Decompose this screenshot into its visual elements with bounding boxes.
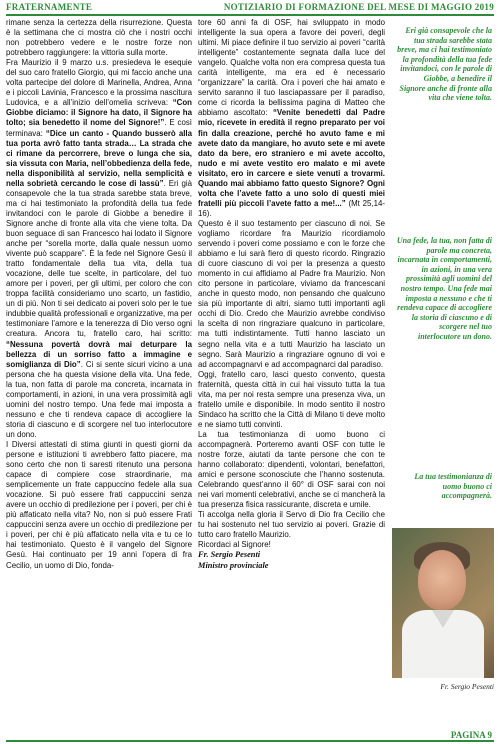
paragraph: Ti accolga nella gloria il Servo di Dio fra Cecilio che tu hai sostenuto nel tuo servizio ai poveri. Grazie di tutto caro fratello Maurizio. xyxy=(198,510,385,540)
quote-bold: “Dice un canto - Quando busserò alla tua porta avrò fatto tanta strada… La strada che ci rimane da percorrere, breve o lunga che sia, sia vissuta con Maria, nell’obbedienza della fede, nella disponibilità al servizio, nella semplicità e nella sobrietà cercando le cose di lassù” xyxy=(6,128,192,188)
signature-role: Ministro provinciale xyxy=(198,560,269,570)
paragraph: Questo è il suo testamento per ciascuno di noi. Se vogliamo ricordare fra Maurizio ricordiamolo servendo i poveri come possiamo e con le forze che abbiamo e lui sarà fiero di questo ricordo. Ringrazio di cuore ciascuno di voi per la presenza a questo momento in cui affidiamo al Padre fra Maurizio. Non cito persone in particolare, viviamo da francescani anche in questo modo, non pensando che qualcuno sia più importante di altri, siamo tutti importanti agli occhi di Dio. Credo che Maurizio avrebbe condiviso la scelta di non ringraziare qualcuno in particolare, ma tutti indistintamente. Tutti hanno lasciato un segno nella vita e a tutti Maurizio ha lasciato un segno. Sarà Maurizio a ringraziare ognuno di voi e ad accompagnarvi e ad accompagnarci dal paradiso. xyxy=(198,218,385,369)
article-column-1 xyxy=(6,18,192,571)
page-number: PAGINA 9 xyxy=(450,730,492,740)
paragraph: La tua testimonianza di uomo buono ci accompagnerà. Porteremo avanti OSF con tutte le nostre forze, aiutati da tante persone che con te hanno collaborato: dipendenti, volontari, benefattori, amici e persone sconosciute che l’hanno sostenuta. Celebrando quest’anno il 60° di OSF sarai con noi nei vari momenti celebrativi, anche se ci mancherà la tua presenza fisica rassicurante, discreta e umile. xyxy=(198,429,385,510)
article-column-2 xyxy=(198,18,385,571)
photo-face xyxy=(418,550,466,610)
quote-bold: “Con Giobbe diciamo: il Signore ha dato, il Signore ha tolto; sia benedetto il nome del Signore!” xyxy=(6,98,192,128)
paragraph: Fra Maurizio il 9 marzo u.s. presiedeva le esequie del suo caro fratello Giorgio, qui mi faccio anche una volta partecipe del dolore di Marinella, Andrea, Anna e i piccoli Lavinia, Francesco e la prossima nascitura Ludovica, e a all’inizio dell’omelia scriveva: “Con Giobbe diciamo: il Signore ha dato, il Signore ha tolto; sia benedetto il nome del Signore!”. E così terminava: “Dice un canto - Quando busserò alla tua porta avrò fatto tanta strada… La strada che ci rimane da percorrere, breve o lunga che sia, sia vissuta con Maria, nell’obbedienza della fede, nella disponibilità al servizio, nella semplicità e nella sobrietà cercando le cose di lassù”. Eri già consapevole che la tua strada sarebbe stata breve, ma ci hai testimoniato la profondità della tua fede invitandoci con le parole di Giobbe a benedire il Signore anche di fronte alla vita che viene tolta. Da buon seguace di san Francesco hai lodato il Signore anche per “sorella morte, dalla quale nessun uomo vivente può scappare”. È la fede nel Signore Gesù il tratto fondamentale della tua vita, della tua vocazione, delle tue scelte, in particolare, del tuo amore per i poveri, per gli ultimi, per coloro che con troppa facilità consideriamo uno scarto, un fastidio, un di più. Non ti sei dedicato ai poveri solo per le tue indubbie qualità professionali e organizzative, ma per testimoniare l’amore e la tenerezza di Dio verso ogni creatura. Ancora tu, fratello caro, hai scritto: “Nessuna povertà dovrà mai deturpare la bellezza di un sorriso fatto a immagine e somiglianza di Dio”. Ci si sente sicuri vicino a una persona che ha questa visione della vita. Una fede, la tua, non fatta di parole ma concreta, incarnata in comportamenti, in azioni, in una vera prossimità agli uomini del nostro tempo. Una fede mai imposta a nessuno e che ti rendeva capace di accogliere la storia di ciascuno e di scorgere nel tuo interlocutore un dono. xyxy=(6,58,192,439)
footer-rule xyxy=(6,740,494,742)
paragraph: I Diversi attestati di stima giunti in questi giorni da persone e istituzioni ti avrebbero fatto piacere, ma sono certo che non ti saresti ritenuto una persona capace di compiere cose straordinarie, ma semplicemente un frate cappuccino fedele alla sua vocazione. Si può essere frati cappuccini senza avere un occhio di predilezione per i poveri, per chi è più affaticato nella vita? No, non si può essere Frati cappuccini senza avere un occhio di predilezione per i poveri, per chi è più affaticato nella vita e tu ce lo hai testimoniato. Questo è il vangelo del Signore Gesù. Hai continuato per 19 anni l’opera di fra Cecilio, un uomo di Dio, fonda- xyxy=(6,439,192,570)
pull-quote-1: Eri già consapevole che la tua strada sarebbe stata breve, ma ci hai testimoniato la profondità della tua fede invitandoci, con le parole di Giobbe, a benedire il Signore anche di fronte alla vita che viene tolta. xyxy=(397,26,492,103)
newsletter-issue: NOTIZIARIO DI FORMAZIONE DEL MESE DI MAGGIO 2019 xyxy=(223,2,494,12)
pull-quote-3: La tua testimonianza di uomo buono ci accompagnerà. xyxy=(414,472,492,501)
pull-quote-2: Una fede, la tua, non fatta di parole ma concreta, incarnata in comportamenti, in azioni, in una vera prossimità agli uomini del nostro tempo. Una fede mai imposta a nessuno e che ti rendeva capace di accogliere la storia di ciascuno e di scorgere nel tuo interlocutore un dono. xyxy=(396,236,492,341)
paragraph: tore 60 anni fa di OSF, hai sviluppato in modo intelligente la sua opera a favore dei poveri, degli ultimi. Mi piace definire il tuo servizio ai poveri “carità intelligente” costantemente segnata dalla luce del vangelo. Qualche volta non era compresa questa tua carità intelligente, ma era ed è necessario “organizzare” la carità. Ora i poveri che hai amato e servito saranno il tuo lasciapassare per il paradiso, come ci ricorda la bellissima pagina di Matteo che abbiamo ascoltato: “Venite benedetti dal Padre mio, ricevete in eredità il regno preparato per voi fin dalla creazione, perché ho avuto fame e mi avete dato da mangiare, ho avuto sete e mi avete dato da bere, ero straniero e mi avete accolto, nudo e mi avete vestito ero malato e mi avete visitato, ero in carcere e siete venuti a trovarmi. Quando mai abbiamo fatto questo Signore? Ogni volta che l’avete fatto a uno solo di questi miei fratelli più piccoli l’avete fatto a me!...” (Mt 25,14-16). xyxy=(198,18,385,218)
gospel-quote: “Venite benedetti dal Padre mio, ricevete in eredità il regno preparato per voi fin dalla creazione, perché ho avuto fame e mi avete dato da mangiare, ho avuto sete e mi avete dato da bere, ero straniero e mi avete accolto, nudo e mi avete vestito ero malato e mi avete visitato, ero in carcere e siete venuti a trovarmi. Quando mai abbiamo fatto questo Signore? Ogni volta che l’avete fatto a uno solo di questi miei fratelli più piccoli l’avete fatto a me!...” xyxy=(198,108,385,208)
signature-name: Fr. Sergio Pesenti xyxy=(198,550,261,560)
page-header xyxy=(6,0,494,16)
newsletter-name: FRATERNAMENTE xyxy=(6,2,93,12)
quote-bold: “Nessuna povertà dovrà mai deturpare la bellezza di un sorriso fatto a immagine e somiglianza di Dio” xyxy=(6,339,192,369)
portrait-photo xyxy=(392,528,494,678)
paragraph: Ricordaci al Signore! xyxy=(198,540,271,550)
photo-caption: Fr. Sergio Pesenti xyxy=(440,682,494,691)
paragraph: Oggi, fratello caro, lasci questo convento, questa fraternità, questa città in cui hai vissuto tutta la tua vita, ma per noi resta sempre una presenza viva, un fratello umile e disponibile. In modo sentito il nostro Sindaco ha scritto che la Città di Milano ti deve molto e ne siamo tutti convinti. xyxy=(198,369,385,429)
paragraph: rimane senza la certezza della risurrezione. Questa è la settimana che ci mostra ciò che i nostri occhi non potrebbero vedere e le nostre forze non potrebbero raggiungere: la vittoria sulla morte. xyxy=(6,18,192,58)
